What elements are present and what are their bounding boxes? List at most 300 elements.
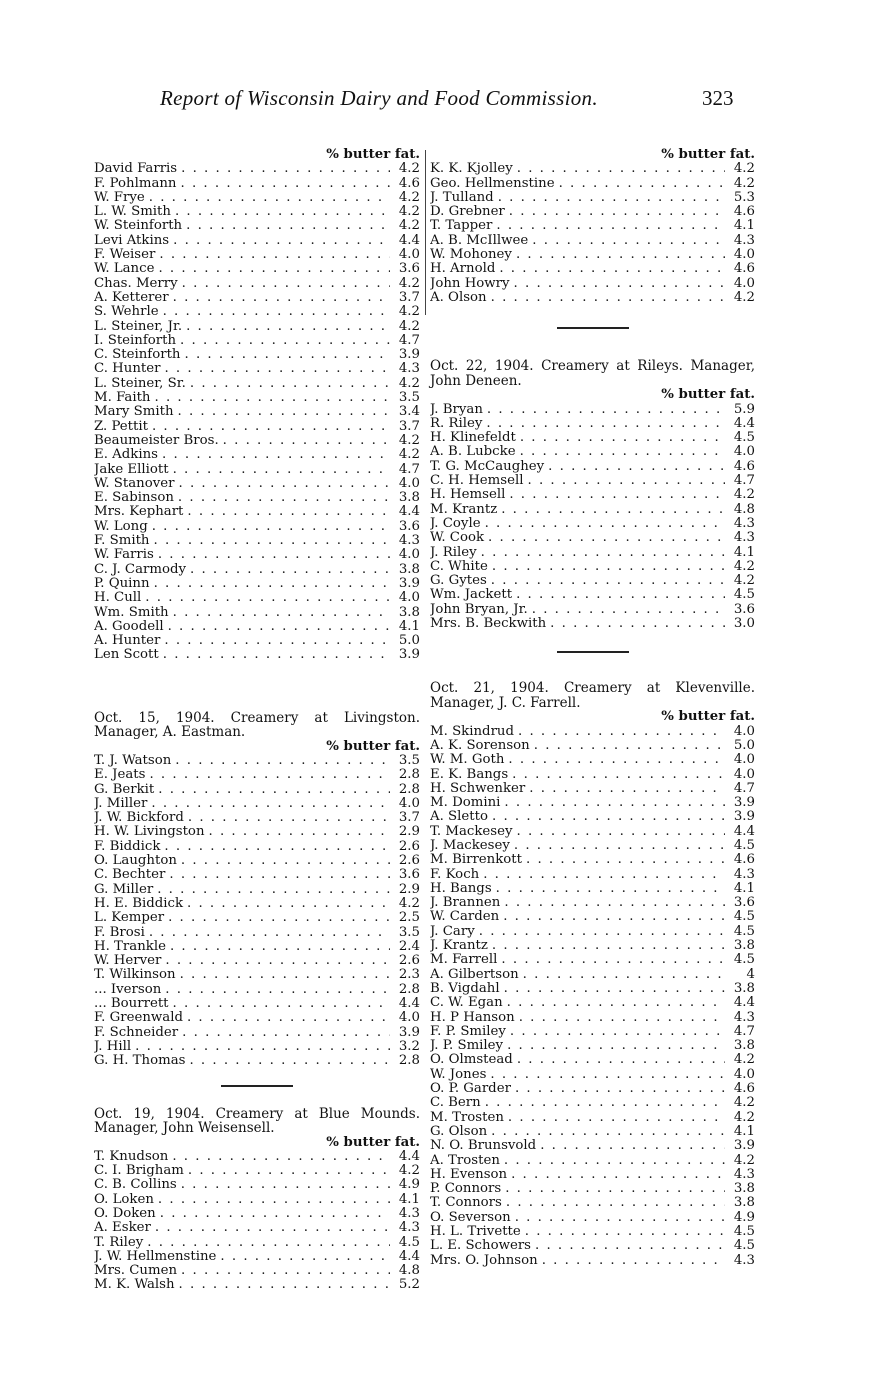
- entry-name: C. H. Hemsell: [430, 474, 524, 489]
- entry-name: Levi Atkins: [94, 233, 170, 248]
- page-number: 323: [702, 86, 734, 110]
- entry-name: Mary Smith: [94, 405, 174, 420]
- entry-row: [430, 460, 755, 474]
- butter-fat-value: 3.7: [398, 419, 420, 434]
- column-header: % butter fat.: [326, 1134, 420, 1150]
- butter-fat-value: 4.2: [733, 1096, 755, 1111]
- entry-row: [430, 517, 755, 531]
- entry-row: [94, 926, 420, 940]
- entry-row: [94, 1054, 420, 1068]
- entry-name: F. Koch: [430, 867, 480, 882]
- dot-leader: [163, 648, 390, 662]
- butter-fat-value: 4.0: [398, 796, 420, 811]
- entry-name: A. Trosten: [430, 1153, 500, 1168]
- entry-name: W. Carden: [430, 910, 500, 925]
- entry-name: F. Biddick: [94, 839, 161, 854]
- entry-name: John Bryan, Jr.: [430, 602, 528, 617]
- dot-leader: [510, 1025, 725, 1039]
- dot-leader: [501, 503, 725, 517]
- entry-row: [94, 1040, 420, 1054]
- entry-row: [430, 753, 755, 767]
- entry-row: [430, 1025, 755, 1039]
- butter-fat-value: 4.2: [398, 319, 420, 334]
- section-blue-mounds: [94, 1107, 420, 1293]
- section-spacer: [430, 329, 755, 359]
- butter-fat-value: 4.5: [733, 1239, 755, 1254]
- entry-row: [430, 588, 755, 602]
- entry-row: [94, 591, 420, 605]
- dot-leader: [532, 234, 725, 248]
- entry-name: David Farris: [94, 162, 178, 177]
- dot-leader: [178, 405, 390, 419]
- butter-fat-value: 4.2: [398, 219, 420, 234]
- dot-leader: [209, 825, 390, 839]
- entry-name: G. Olson: [430, 1124, 488, 1139]
- entry-row: [94, 191, 420, 205]
- dot-leader: [182, 1026, 390, 1040]
- entry-name: L. W. Smith: [94, 205, 171, 220]
- entry-row: [430, 939, 755, 953]
- entry-row: [430, 474, 755, 488]
- butter-fat-value: 4.5: [733, 910, 755, 925]
- entry-name: O. Laughton: [94, 854, 177, 869]
- entry-name: W. Mohoney: [430, 248, 512, 263]
- section-spacer: [94, 1069, 420, 1085]
- dot-leader: [154, 391, 390, 405]
- butter-fat-value: 2.6: [398, 954, 420, 969]
- butter-fat-value: 4.3: [398, 1207, 420, 1221]
- entry-name: F. Pohlmann: [94, 176, 177, 191]
- dot-leader: [508, 1111, 725, 1125]
- entry-name: Chas. Merry: [94, 276, 178, 291]
- entry-row: [430, 431, 755, 445]
- butter-fat-value: 2.8: [398, 1054, 420, 1069]
- dot-leader: [190, 563, 390, 577]
- entry-row: [94, 548, 420, 562]
- dot-leader: [160, 1207, 390, 1221]
- entry-row: [94, 291, 420, 305]
- entry-row: [430, 277, 755, 291]
- butter-fat-value: 3.5: [398, 391, 420, 406]
- entry-name: W. Stanover: [94, 476, 175, 491]
- butter-fat-value: 4.4: [398, 1249, 420, 1264]
- dot-leader: [559, 177, 725, 191]
- dot-leader: [504, 982, 725, 996]
- butter-fat-value: 4.0: [733, 445, 755, 460]
- entry-name: J. Coyle: [430, 516, 481, 531]
- section-klevenville: [430, 681, 755, 1268]
- entry-name: G. Gytes: [430, 574, 487, 589]
- entry-name: I. Steinforth: [94, 333, 177, 348]
- butter-fat-value: 4.3: [733, 1010, 755, 1025]
- entry-row: [94, 248, 420, 262]
- entry-row: [94, 563, 420, 577]
- dot-leader: [479, 925, 725, 939]
- dot-leader: [492, 810, 725, 824]
- entry-name: H. Bangs: [430, 881, 492, 896]
- butter-fat-value: 4.7: [398, 333, 420, 348]
- column-divider: [425, 150, 426, 315]
- section-spacer: [430, 305, 755, 327]
- entry-row: [430, 531, 755, 545]
- butter-fat-value: 5.0: [733, 738, 755, 753]
- entry-name: W. Cook: [430, 531, 485, 546]
- butter-fat-value: 4.4: [398, 997, 420, 1012]
- entry-row: [94, 234, 420, 248]
- butter-fat-value: 2.6: [398, 854, 420, 869]
- entry-name: ... Iverson: [94, 982, 162, 997]
- entry-row: [430, 1254, 755, 1268]
- butter-fat-value: 4.2: [733, 488, 755, 503]
- butter-fat-value: 4.6: [733, 205, 755, 220]
- dot-leader: [164, 634, 390, 648]
- butter-fat-value: 4.2: [398, 896, 420, 911]
- entry-name: H. Klinefeldt: [430, 431, 516, 446]
- butter-fat-value: 3.8: [398, 562, 420, 577]
- butter-fat-value: 4.4: [733, 824, 755, 839]
- dot-leader: [173, 291, 390, 305]
- entry-row: [430, 782, 755, 796]
- butter-fat-value: 4.1: [733, 545, 755, 560]
- butter-fat-value: 3.9: [733, 796, 755, 811]
- entry-name: J. Hill: [94, 1039, 132, 1054]
- entry-row: [94, 783, 420, 797]
- entry-row: [430, 205, 755, 219]
- entry-name: J. Miller: [94, 796, 148, 811]
- entry-row: [430, 574, 755, 588]
- entry-row: [94, 162, 420, 176]
- butter-fat-value: 2.5: [398, 911, 420, 926]
- entry-row: [94, 648, 420, 662]
- butter-fat-value: 4.0: [733, 753, 755, 768]
- dot-leader: [149, 926, 390, 940]
- entry-name: H. W. Livingston: [94, 825, 205, 840]
- butter-fat-value: 4.2: [398, 305, 420, 320]
- butter-fat-value: 4.0: [398, 248, 420, 263]
- right-column: [430, 148, 755, 1268]
- butter-fat-value: 3.8: [733, 939, 755, 954]
- butter-fat-value: 3.6: [733, 896, 755, 911]
- entry-row: [430, 503, 755, 517]
- butter-fat-value: 4.0: [398, 548, 420, 563]
- butter-fat-value: 4.7: [733, 781, 755, 796]
- dot-leader: [157, 883, 390, 897]
- dot-leader: [173, 997, 390, 1011]
- entry-name: John Howry: [430, 276, 510, 291]
- entry-row: [430, 162, 755, 176]
- dot-leader: [540, 1139, 725, 1153]
- column-header: % butter fat.: [661, 709, 755, 725]
- dot-leader: [527, 474, 725, 488]
- butter-fat-value: 4.5: [733, 588, 755, 603]
- dot-leader: [152, 420, 390, 434]
- butter-fat-value: 4.2: [733, 559, 755, 574]
- entry-name: M. Farrell: [430, 953, 498, 968]
- butter-fat-value: 4.2: [398, 376, 420, 391]
- entry-name: L. Steiner, Sr.: [94, 376, 186, 391]
- butter-fat-value: 3.7: [398, 290, 420, 305]
- entry-row: [94, 983, 420, 997]
- entry-name: C. Bechter: [94, 868, 166, 883]
- butter-fat-value: 2.6: [398, 839, 420, 854]
- entry-row: [430, 1225, 755, 1239]
- entry-row: [94, 1011, 420, 1025]
- entry-name: H. E. Biddick: [94, 896, 184, 911]
- dot-leader: [173, 606, 390, 620]
- entry-name: Mrs. O. Johnson: [430, 1253, 538, 1268]
- entry-name: A. Sletto: [430, 810, 488, 825]
- butter-fat-value: 4.6: [733, 853, 755, 868]
- dot-leader: [517, 825, 726, 839]
- butter-fat-value: 4: [746, 967, 755, 982]
- butter-fat-value: 4.0: [398, 476, 420, 491]
- column-header: % butter fat.: [326, 738, 420, 754]
- entry-row: [430, 262, 755, 276]
- entry-name: H. Schwenker: [430, 781, 526, 796]
- entry-name: J. Riley: [430, 545, 477, 560]
- dot-leader: [504, 796, 725, 810]
- dot-leader: [187, 505, 390, 519]
- entry-name: Wm. Smith: [94, 605, 169, 620]
- entry-row: [94, 477, 420, 491]
- entry-name: A. Olson: [430, 290, 487, 305]
- entry-name: A. B. McIllwee: [430, 233, 529, 248]
- butter-fat-value: 4.2: [398, 205, 420, 220]
- dot-leader: [518, 725, 725, 739]
- entry-name: C. Steinforth: [94, 348, 181, 363]
- butter-fat-value: 4.5: [733, 431, 755, 446]
- entry-row: [94, 911, 420, 925]
- entry-name: K. K. Kjolley: [430, 162, 513, 177]
- entry-row: [94, 391, 420, 405]
- dot-leader: [158, 548, 390, 562]
- butter-fat-value: 4.6: [398, 176, 420, 191]
- dot-leader: [165, 983, 390, 997]
- butter-fat-value: 4.2: [733, 176, 755, 191]
- entry-name: G. H. Thomas: [94, 1054, 186, 1069]
- entry-row: [94, 405, 420, 419]
- dot-leader: [507, 996, 725, 1010]
- entry-name: H. Cull: [94, 591, 142, 606]
- entry-name: H. P Hanson: [430, 1010, 515, 1025]
- butter-fat-value: 4.5: [398, 1235, 420, 1250]
- entry-name: T. Tapper: [430, 219, 493, 234]
- entry-name: F. Smith: [94, 534, 150, 549]
- dot-leader: [542, 1254, 725, 1268]
- entry-row: [94, 620, 420, 634]
- entry-name: W. Farris: [94, 548, 154, 563]
- entry-name: L. Steiner, Jr.: [94, 319, 183, 334]
- entry-row: [430, 1182, 755, 1196]
- entry-row: [94, 448, 420, 462]
- butter-fat-value: 3.7: [398, 811, 420, 826]
- entry-name: E. Jeats: [94, 768, 146, 783]
- dot-leader: [175, 754, 390, 768]
- entry-row: [94, 1236, 420, 1250]
- butter-fat-value: 3.9: [398, 576, 420, 591]
- butter-fat-value: 4.6: [733, 262, 755, 277]
- butter-fat-value: 4.8: [733, 502, 755, 517]
- butter-fat-value: 4.3: [733, 516, 755, 531]
- entry-row: [94, 520, 420, 534]
- entry-name: C. W. Egan: [430, 996, 503, 1011]
- entry-name: A. B. Lubcke: [430, 445, 516, 460]
- dot-leader: [509, 205, 725, 219]
- butter-fat-value: 4.2: [398, 448, 420, 463]
- entry-row: [94, 205, 420, 219]
- butter-fat-value: 3.4: [398, 405, 420, 420]
- dot-leader: [158, 1193, 390, 1207]
- dot-leader: [516, 248, 725, 262]
- entry-row: [430, 291, 755, 305]
- entry-row: [94, 754, 420, 768]
- entry-name: Jake Elliott: [94, 462, 169, 477]
- entry-row: [430, 617, 755, 631]
- entry-row: [430, 810, 755, 824]
- entry-name: H. L. Trivette: [430, 1225, 521, 1239]
- butter-fat-value: 4.5: [733, 924, 755, 939]
- dot-leader: [483, 868, 725, 882]
- butter-fat-value: 4.2: [398, 190, 420, 205]
- butter-fat-value: 4.2: [733, 574, 755, 589]
- section-spacer: [430, 631, 755, 651]
- butter-fat-value: 3.8: [733, 1182, 755, 1197]
- dot-leader: [523, 968, 725, 982]
- entry-row: [430, 868, 755, 882]
- dot-leader: [496, 882, 725, 896]
- butter-fat-value: 3.5: [398, 753, 420, 768]
- entry-row: [94, 1250, 420, 1264]
- butter-fat-value: 4.6: [733, 459, 755, 474]
- entry-name: A. Gilbertson: [430, 967, 519, 982]
- dot-leader: [481, 546, 725, 560]
- entry-row: [94, 305, 420, 319]
- dot-leader: [508, 753, 725, 767]
- entry-row: [94, 954, 420, 968]
- dot-leader: [179, 1278, 390, 1292]
- entry-row: [94, 634, 420, 648]
- entry-row: [94, 840, 420, 854]
- entry-name: L. E. Schowers: [430, 1239, 531, 1254]
- butter-fat-value: 4.4: [398, 505, 420, 520]
- butter-fat-value: 3.8: [733, 981, 755, 996]
- butter-fat-value: 2.9: [398, 825, 420, 840]
- dot-leader: [186, 320, 390, 334]
- entry-name: C. Hunter: [94, 362, 161, 377]
- butter-fat-value: 4.7: [733, 474, 755, 489]
- section-spacer: [94, 663, 420, 711]
- butter-fat-value: 3.8: [398, 491, 420, 506]
- entry-name: T. J. Watson: [94, 753, 172, 768]
- entry-name: W. Frye: [94, 190, 145, 205]
- entry-name: F. Greenwald: [94, 1011, 183, 1026]
- entry-row: [430, 403, 755, 417]
- dot-leader: [149, 768, 390, 782]
- entry-row: [430, 1154, 755, 1168]
- dot-leader: [170, 940, 390, 954]
- butter-fat-value: 4.7: [398, 462, 420, 477]
- dot-leader: [514, 839, 725, 853]
- butter-fat-value: 2.3: [398, 968, 420, 983]
- entry-row: [430, 1196, 755, 1210]
- section-livingston: [94, 711, 420, 1069]
- entry-name: Len Scott: [94, 648, 159, 663]
- entry-row: [430, 1068, 755, 1082]
- entry-row: [94, 997, 420, 1011]
- entry-row: [430, 1082, 755, 1096]
- section-spacer: [430, 653, 755, 681]
- butter-fat-value: 3.5: [398, 925, 420, 940]
- butter-fat-value: 4.2: [733, 290, 755, 305]
- entry-row: [430, 882, 755, 896]
- entry-list: [430, 162, 755, 305]
- entry-name: N. O. Brunsvold: [430, 1139, 537, 1154]
- dot-leader: [516, 588, 725, 602]
- entry-name: Beaumeister Bros.: [94, 433, 219, 448]
- entry-row: [430, 248, 755, 262]
- entry-row: [430, 825, 755, 839]
- section-spacer: [94, 1087, 420, 1107]
- dot-leader: [173, 234, 390, 248]
- dot-leader: [491, 574, 725, 588]
- entry-name: J. W. Hellmenstine: [94, 1249, 217, 1264]
- dot-leader: [181, 854, 390, 868]
- dot-leader: [147, 1236, 390, 1250]
- butter-fat-value: 4.8: [398, 1264, 420, 1279]
- entry-row: [430, 796, 755, 810]
- dot-leader: [515, 1082, 725, 1096]
- entry-name: A. Goodell: [94, 619, 164, 634]
- butter-fat-value: 4.0: [733, 767, 755, 782]
- entry-name: M. K. Walsh: [94, 1278, 175, 1293]
- dot-leader: [491, 1125, 725, 1139]
- butter-fat-value: 3.6: [398, 519, 420, 534]
- butter-fat-value: 4.4: [398, 1149, 420, 1164]
- entry-row: [430, 560, 755, 574]
- entry-name: H. Arnold: [430, 262, 496, 277]
- dot-leader: [550, 617, 725, 631]
- dot-leader: [506, 1196, 725, 1210]
- entry-row: [430, 968, 755, 982]
- butter-fat-value: 2.9: [398, 882, 420, 897]
- entry-row: [430, 853, 755, 867]
- entry-row: [94, 320, 420, 334]
- entry-row: [94, 1264, 420, 1278]
- dot-leader: [168, 620, 390, 634]
- dot-leader: [504, 1154, 725, 1168]
- dot-leader: [145, 591, 390, 605]
- dot-leader: [526, 853, 725, 867]
- entry-name: C. Bern: [430, 1096, 481, 1111]
- dot-leader: [487, 403, 725, 417]
- butter-fat-value: 4.9: [733, 1210, 755, 1225]
- dot-leader: [488, 531, 725, 545]
- dot-leader: [158, 783, 390, 797]
- entry-name: T. Mackesey: [430, 824, 513, 839]
- butter-fat-value: 4.4: [733, 996, 755, 1011]
- entry-name: ... Bourrett: [94, 997, 169, 1012]
- dot-leader: [164, 840, 390, 854]
- entry-name: W. Jones: [430, 1067, 487, 1082]
- dot-leader: [491, 291, 725, 305]
- entry-name: M. Krantz: [430, 502, 498, 517]
- butter-fat-value: 4.0: [398, 1011, 420, 1026]
- running-title: Report of Wisconsin Dairy and Food Commission.: [160, 86, 598, 110]
- entry-row: [430, 417, 755, 431]
- dot-leader: [182, 277, 390, 291]
- butter-fat-value: 4.4: [733, 416, 755, 431]
- left-column: [94, 148, 420, 1293]
